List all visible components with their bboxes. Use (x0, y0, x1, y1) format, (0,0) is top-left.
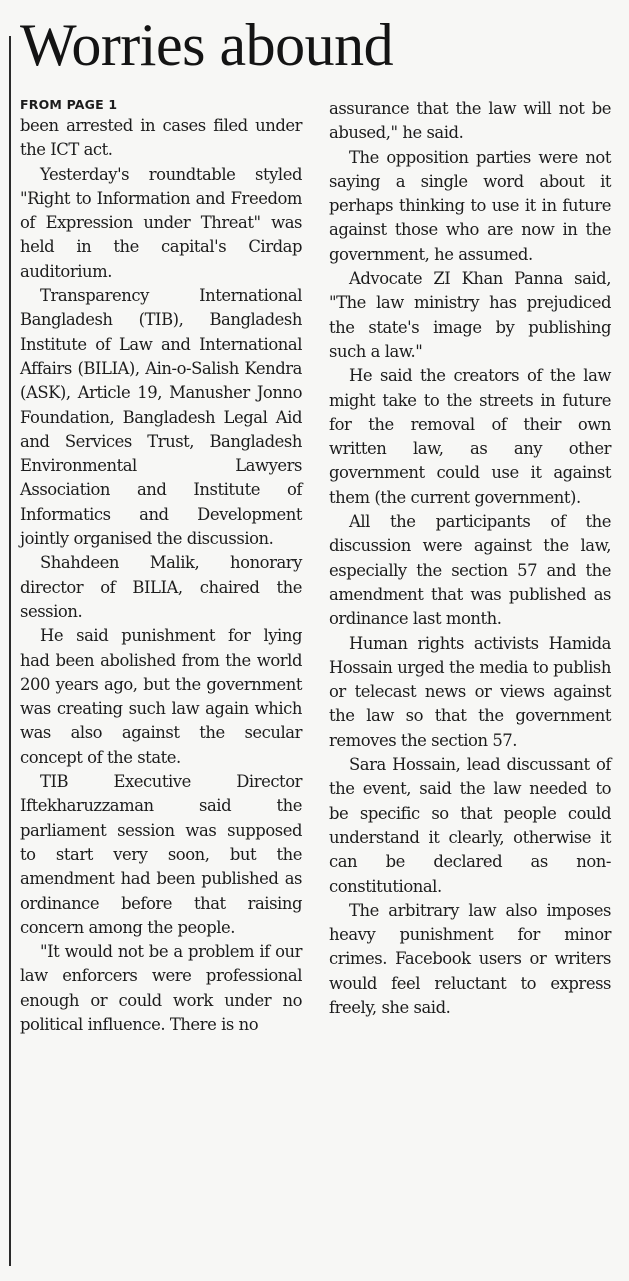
paragraph: He said the creators of the law might take to the streets in future for the removal of their own written law, as any other government could use it against them (the current government). (329, 366, 611, 507)
paragraph: Human rights activists Hamida Hossain urged the media to publish or telecast news or views against the law so that the government removes the section 57. (329, 633, 611, 750)
paragraph: Yesterday's roundtable styled "Right to Information and Freedom of Expression under Threat" was held in the capital's Cirdap auditorium. (20, 164, 302, 281)
article-column-right (329, 97, 611, 1020)
column-rule (9, 36, 11, 1266)
paragraph: Sara Hossain, lead discussant of the event, said the law needed to be specific so that people could understand it clearly, otherwise it can be declared as non-constitutional. (329, 755, 611, 896)
paragraph: He said punishment for lying had been abolished from the world 200 years ago, but the government was creating such law again which was also against the secular concept of the state. (20, 626, 302, 767)
paragraph: been arrested in cases filed under the ICT act. (20, 116, 302, 160)
paragraph: "It would not be a problem if our law enforcers were professional enough or could work under no political influence. There is no (20, 942, 302, 1034)
paragraph: All the participants of the discussion were against the law, especially the section 57 and the amendment that was published as ordinance last month. (329, 512, 611, 629)
paragraph: TIB Executive Director Iftekharuzzaman said the parliament session was supposed to start very soon, but the amendment had been published as ordinance before that raising concern among the people. (20, 772, 302, 937)
paragraph: Advocate ZI Khan Panna said, "The law ministry has prejudiced the state's image by publishing such a law." (329, 269, 611, 361)
article-column-left (20, 96, 302, 1037)
paragraph: Transparency International Bangladesh (TIB), Bangladesh Institute of Law and International Affairs (BILIA), Ain-o-Salish Kendra (ASK), Article 19, Manusher Jonno Foundation, Bangladesh Legal Aid and Services Trust, Bangladesh Environmental Lawyers Association and Institute of Informatics and Development jointly organised the discussion. (20, 286, 302, 549)
paragraph: assurance that the law will not be abused," he said. (329, 99, 611, 143)
headline: Worries abound (20, 12, 394, 78)
paragraph: The arbitrary law also imposes heavy punishment for minor crimes. Facebook users or writers would feel reluctant to express freely, she said. (329, 900, 611, 1017)
paragraph: The opposition parties were not saying a single word about it perhaps thinking to use it in future against those who are now in the government, he assumed. (329, 147, 611, 264)
paragraph: Shahdeen Malik, honorary director of BILIA, chaired the session. (20, 553, 302, 621)
continuation-kicker: FROM PAGE 1 (20, 97, 118, 112)
